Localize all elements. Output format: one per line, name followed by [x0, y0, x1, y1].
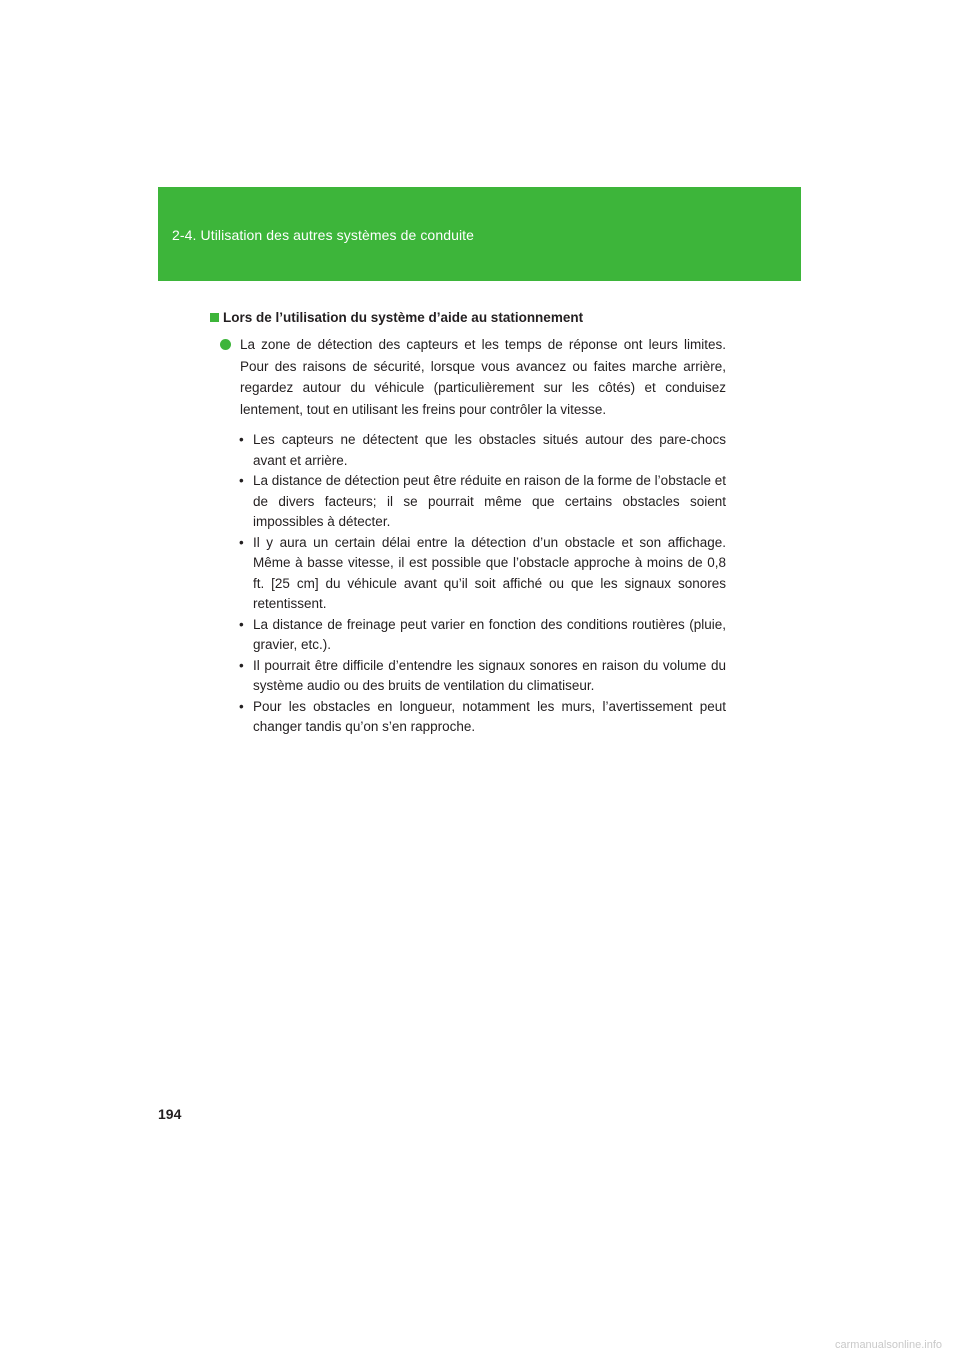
list-item-text: Il y aura un certain délai entre la détection d’un obstacle et son affichage. Même à basse vitesse, il est possible que l’obstacle approche à moins de 0,8 ft. [25 cm] du véhicule avant qu’il soit affiché ou que les signaux sonores retentissent.	[253, 534, 726, 611]
list-item-text: La distance de freinage peut varier en fonction des conditions routières (pluie, gravier, etc.).	[253, 616, 726, 652]
list-item	[239, 533, 726, 615]
list-item	[239, 697, 726, 738]
page-number: 194	[158, 1106, 182, 1122]
subheading	[210, 307, 726, 329]
bullet-mark: •	[239, 534, 244, 550]
bullet-mark: •	[239, 616, 244, 632]
list-item	[239, 430, 726, 471]
main-item	[210, 334, 726, 420]
list-item	[239, 615, 726, 656]
list-item-text: La distance de détection peut être réduite en raison de la forme de l’obstacle et de divers facteurs; il se pourrait même que certains obstacles soient impossibles à détecter.	[253, 473, 726, 529]
main-item-text: La zone de détection des capteurs et les temps de réponse ont leurs limites. Pour des raisons de sécurité, lorsque vous avancez ou faites marche arrière, regardez autour du véhicule (particulièrement sur les côtés) et conduisez lentement, tout en utilisant les freins pour contrôler la vitesse.	[240, 337, 726, 417]
bullet-mark: •	[239, 473, 244, 488]
bullet-mark: •	[239, 432, 244, 447]
list-item-text: Il pourrait être difficile d’entendre les signaux sonores en raison du volume du système audio ou des bruits de ventilation du climatiseur.	[253, 657, 726, 693]
bullet-list	[210, 430, 726, 738]
bullet-mark: •	[239, 698, 244, 714]
section-title: 2-4. Utilisation des autres systèmes de conduite	[172, 227, 475, 243]
content-area	[210, 307, 726, 738]
section-header-band	[158, 187, 801, 281]
list-item	[239, 471, 726, 533]
bullet-mark: •	[239, 657, 244, 673]
list-item	[239, 656, 726, 697]
watermark: carmanualsonline.info	[835, 1339, 943, 1351]
square-icon	[210, 313, 219, 322]
list-item-text: Pour les obstacles en longueur, notamment les murs, l’avertissement peut changer tandis qu’on s’en rapproche.	[253, 698, 726, 734]
list-item-text: Les capteurs ne détectent que les obstacles situés autour des pare-chocs avant et arrière.	[253, 432, 726, 468]
subheading-text: Lors de l’utilisation du système d’aide au stationnement	[223, 310, 584, 325]
